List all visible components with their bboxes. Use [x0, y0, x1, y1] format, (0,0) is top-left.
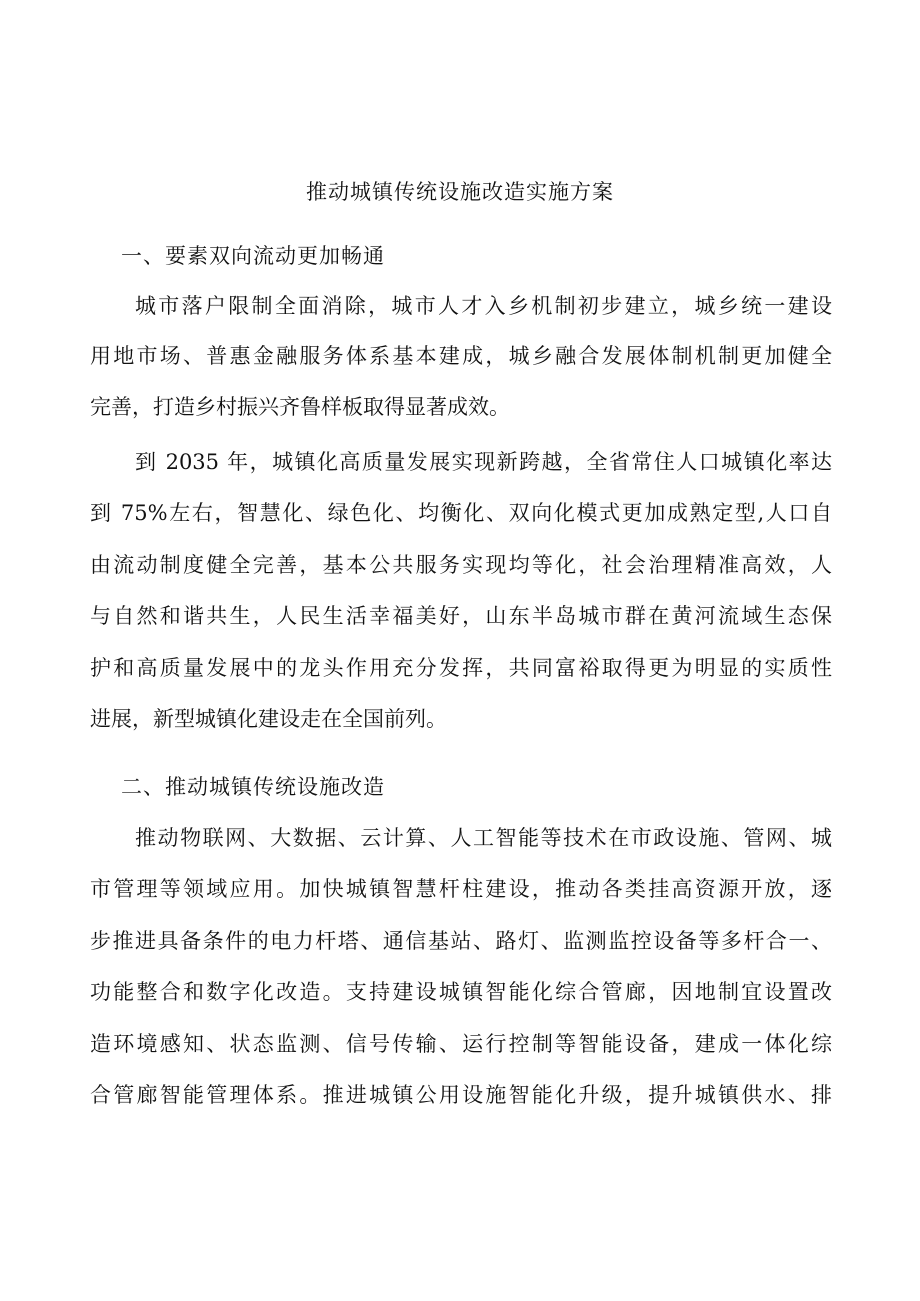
paragraph-line: 护和高质量发展中的龙头作用充分发挥，共同富裕取得更为明显的实质性 [90, 656, 832, 680]
paragraph-line: 功能整合和数字化改造。支持建设城镇智能化综合管廊，因地制宜设置改 [90, 980, 832, 1004]
paragraph-line: 到 2035 年，城镇化高质量发展实现新跨越，全省常住人口城镇化率达 [135, 450, 832, 474]
paragraph-line: 到 75%左右，智慧化、绿色化、均衡化、双向化模式更加成熟定型,人口自 [90, 501, 832, 525]
paragraph-line: 进展，新型城镇化建设走在全国前列。 [90, 707, 447, 731]
paragraph-line: 用地市场、普惠金融服务体系基本建成，城乡融合发展体制机制更加健全 [90, 344, 832, 368]
paragraph-line: 由流动制度健全完善，基本公共服务实现均等化，社会治理精准高效，人 [90, 553, 832, 577]
paragraph-line: 步推进具备条件的电力杆塔、通信基站、路灯、监测监控设备等多杆合一、 [90, 929, 832, 953]
paragraph-line: 完善，打造乡村振兴齐鲁样板取得显著成效。 [90, 395, 510, 419]
paragraph-line: 推动物联网、大数据、云计算、人工智能等技术在市政设施、管网、城 [135, 826, 832, 850]
paragraph-line: 城市落户限制全面消除，城市人才入乡机制初步建立，城乡统一建设 [135, 294, 832, 318]
section-heading: 二、推动城镇传统设施改造 [121, 775, 385, 799]
paragraph-line: 市管理等领域应用。加快城镇智慧杆柱建设，推动各类挂高资源开放，逐 [90, 877, 832, 901]
document-title: 推动城镇传统设施改造实施方案 [306, 180, 614, 204]
paragraph-line: 造环境感知、状态监测、信号传输、运行控制等智能设备，建成一体化综 [90, 1032, 832, 1056]
paragraph-line: 与自然和谐共生，人民生活幸福美好，山东半岛城市群在黄河流域生态保 [90, 604, 832, 628]
paragraph-line: 合管廊智能管理体系。推进城镇公用设施智能化升级，提升城镇供水、排 [90, 1083, 832, 1107]
section-heading: 一、要素双向流动更加畅通 [121, 244, 385, 268]
